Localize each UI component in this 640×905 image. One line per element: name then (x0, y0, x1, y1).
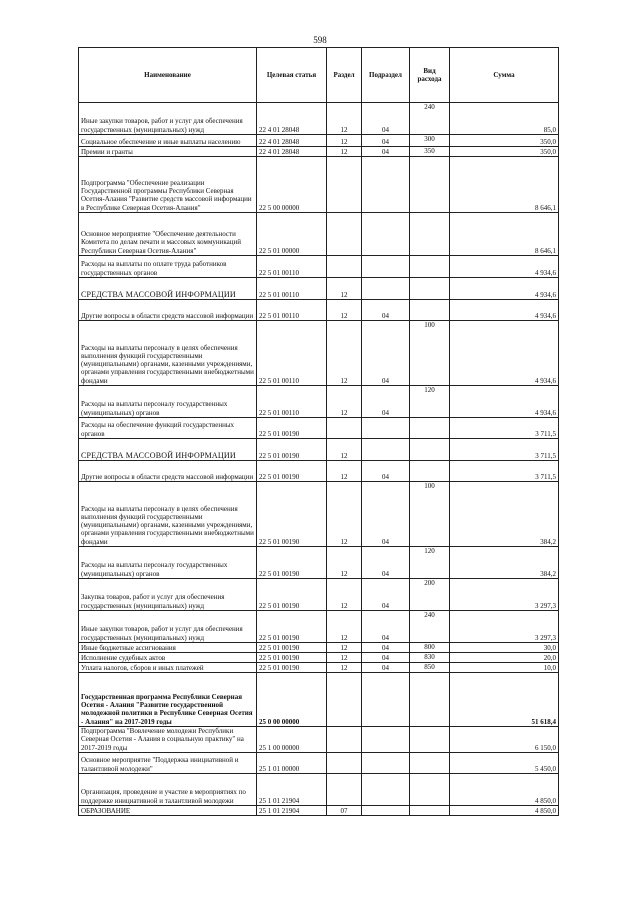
row-section: 12 (327, 135, 362, 147)
row-expense-type (410, 213, 450, 256)
table-row (79, 547, 559, 579)
table-row (79, 103, 559, 135)
row-name: Расходы на выплаты персоналу в целях обеспечения выполнения функций государственными (муниципальными) органами, казенными учреждениями, органами управления государственными внебюджетными фондами (79, 321, 257, 386)
row-article: 22 4 01 28048 (257, 147, 327, 157)
row-name: Иные закупки товаров, работ и услуг для обеспечения государственных (муниципальных) нужд (79, 103, 257, 135)
row-section: 12 (327, 278, 362, 300)
table-row (79, 673, 559, 727)
row-amount: 30,0 (450, 643, 559, 653)
row-article: 25 1 01 21904 (257, 805, 327, 815)
table-row (79, 461, 559, 482)
row-expense-type: 850 (410, 663, 450, 673)
row-expense-type: 350 (410, 147, 450, 157)
header-article: Целевая статья (257, 48, 327, 103)
row-section: 12 (327, 386, 362, 418)
row-section (327, 157, 362, 213)
table-row (79, 300, 559, 321)
row-amount: 8 646,1 (450, 213, 559, 256)
row-expense-type (410, 157, 450, 213)
row-expense-type: 120 (410, 386, 450, 418)
row-subsection: 04 (362, 386, 410, 418)
row-subsection: 04 (362, 579, 410, 611)
row-subsection (362, 727, 410, 753)
row-expense-type (410, 461, 450, 482)
row-section (327, 213, 362, 256)
row-amount: 5 450,0 (450, 752, 559, 773)
row-subsection: 04 (362, 547, 410, 579)
row-article: 25 0 00 00000 (257, 673, 327, 727)
row-amount: 3 297,3 (450, 611, 559, 643)
row-subsection: 04 (362, 300, 410, 321)
row-subsection (362, 418, 410, 439)
row-expense-type (410, 300, 450, 321)
row-expense-type: 300 (410, 135, 450, 147)
row-amount: 4 934,6 (450, 300, 559, 321)
row-name: Другие вопросы в области средств массовой информации (79, 461, 257, 482)
row-section (327, 256, 362, 278)
row-expense-type (410, 805, 450, 815)
row-subsection: 04 (362, 461, 410, 482)
row-subsection (362, 213, 410, 256)
table-row (79, 482, 559, 547)
header-expense-type: Вид расхода (410, 48, 450, 103)
row-subsection: 04 (362, 321, 410, 386)
table-row (79, 213, 559, 256)
row-article: 22 5 01 00190 (257, 643, 327, 653)
row-name: Расходы на выплаты по оплате труда работников государственных органов (79, 256, 257, 278)
table-row (79, 663, 559, 673)
row-article: 22 5 01 00110 (257, 386, 327, 418)
table-row (79, 439, 559, 461)
row-expense-type (410, 752, 450, 773)
row-subsection (362, 805, 410, 815)
row-article: 25 1 01 00000 (257, 752, 327, 773)
table-row (79, 579, 559, 611)
row-name: Подпрограмма "Вовлечение молодежи Республики Северная Осетия - Алания в социальную практику" на 2017-2019 годы (79, 727, 257, 753)
row-amount: 4 934,6 (450, 256, 559, 278)
row-name: Расходы на выплаты персоналу государственных (муниципальных) органов (79, 386, 257, 418)
row-name: Другие вопросы в области средств массовой информации (79, 300, 257, 321)
table-row (79, 727, 559, 753)
row-section: 12 (327, 579, 362, 611)
row-name: СРЕДСТВА МАССОВОЙ ИНФОРМАЦИИ (79, 439, 257, 461)
row-subsection: 04 (362, 135, 410, 147)
row-section (327, 773, 362, 805)
row-name: Основное мероприятие "Обеспечение деятельности Комитета по делам печати и массовых коммуникаций Республики Северная Осетия-Алания" (79, 213, 257, 256)
row-subsection (362, 439, 410, 461)
row-subsection (362, 752, 410, 773)
row-name: Подпрограмма "Обеспечение реализации Государственной программы Республики Северная Осетия-Алания "Развитие средств массовой информации в Республике Северная Осетия-Алания" (79, 157, 257, 213)
budget-table (78, 47, 559, 816)
row-expense-type: 240 (410, 103, 450, 135)
row-name: Государственная программа Республики Северная Осетия - Алания "Развитие государственной молодежной политики в Республике Северная Осетия - Алания" на 2017-2019 годы (79, 673, 257, 727)
row-section: 12 (327, 547, 362, 579)
header-name: Наименование (79, 48, 257, 103)
table-row (79, 773, 559, 805)
row-subsection (362, 157, 410, 213)
row-expense-type (410, 439, 450, 461)
row-subsection: 04 (362, 653, 410, 663)
row-name: Организация, проведение и участие в мероприятиях по поддержке инициативной и талантливой молодежи (79, 773, 257, 805)
table-body (79, 103, 559, 816)
row-article: 25 1 01 21904 (257, 773, 327, 805)
row-name: Иные бюджетные ассигнования (79, 643, 257, 653)
row-name: Социальное обеспечение и иные выплаты населению (79, 135, 257, 147)
row-article: 22 5 01 00190 (257, 579, 327, 611)
row-article: 22 4 01 28048 (257, 103, 327, 135)
row-expense-type: 100 (410, 321, 450, 386)
row-section: 07 (327, 805, 362, 815)
row-article: 22 5 01 00190 (257, 461, 327, 482)
table-row (79, 752, 559, 773)
row-article: 22 5 01 00190 (257, 547, 327, 579)
row-amount: 4 850,0 (450, 773, 559, 805)
row-section: 12 (327, 643, 362, 653)
row-amount: 10,0 (450, 663, 559, 673)
row-amount: 384,2 (450, 547, 559, 579)
row-amount: 4 934,6 (450, 321, 559, 386)
row-amount: 8 646,1 (450, 157, 559, 213)
row-amount: 4 934,6 (450, 386, 559, 418)
row-expense-type: 830 (410, 653, 450, 663)
table-row (79, 643, 559, 653)
row-amount: 4 850,0 (450, 805, 559, 815)
row-name: Расходы на выплаты персоналу государственных (муниципальных) органов (79, 547, 257, 579)
row-name: СРЕДСТВА МАССОВОЙ ИНФОРМАЦИИ (79, 278, 257, 300)
row-subsection: 04 (362, 103, 410, 135)
row-amount: 3 711,5 (450, 418, 559, 439)
row-section (327, 418, 362, 439)
row-article: 22 5 01 00000 (257, 213, 327, 256)
header-amount: Сумма (450, 48, 559, 103)
row-name: Уплата налогов, сборов и иных платежей (79, 663, 257, 673)
row-subsection: 04 (362, 663, 410, 673)
table-row (79, 256, 559, 278)
row-expense-type (410, 256, 450, 278)
row-expense-type: 240 (410, 611, 450, 643)
row-name: ОБРАЗОВАНИЕ (79, 805, 257, 815)
row-expense-type (410, 278, 450, 300)
row-expense-type (410, 673, 450, 727)
row-name: Иные закупки товаров, работ и услуг для обеспечения государственных (муниципальных) нужд (79, 611, 257, 643)
row-section: 12 (327, 611, 362, 643)
row-subsection (362, 773, 410, 805)
row-expense-type: 200 (410, 579, 450, 611)
table-row (79, 278, 559, 300)
page-number: 598 (313, 35, 327, 45)
row-article: 22 5 00 00000 (257, 157, 327, 213)
table-header-row (79, 48, 559, 103)
row-article: 22 5 01 00190 (257, 611, 327, 643)
table-row (79, 321, 559, 386)
table-row (79, 805, 559, 815)
row-section (327, 673, 362, 727)
row-subsection: 04 (362, 482, 410, 547)
row-name: Расходы на обеспечение функций государственных органов (79, 418, 257, 439)
row-section (327, 752, 362, 773)
row-subsection (362, 673, 410, 727)
row-section: 12 (327, 439, 362, 461)
row-expense-type (410, 418, 450, 439)
row-expense-type (410, 727, 450, 753)
row-section: 12 (327, 300, 362, 321)
row-article: 22 5 01 00190 (257, 439, 327, 461)
row-section: 12 (327, 653, 362, 663)
row-section: 12 (327, 461, 362, 482)
row-name: Исполнение судебных актов (79, 653, 257, 663)
row-subsection (362, 256, 410, 278)
row-amount: 384,2 (450, 482, 559, 547)
row-amount: 6 150,0 (450, 727, 559, 753)
header-subsection: Подраздел (362, 48, 410, 103)
row-amount: 3 711,5 (450, 439, 559, 461)
row-section: 12 (327, 321, 362, 386)
row-article: 22 5 01 00190 (257, 482, 327, 547)
row-amount: 51 618,4 (450, 673, 559, 727)
table-row (79, 147, 559, 157)
header-section: Раздел (327, 48, 362, 103)
row-amount: 4 934,6 (450, 278, 559, 300)
row-section: 12 (327, 103, 362, 135)
row-amount: 3 711,5 (450, 461, 559, 482)
row-section: 12 (327, 147, 362, 157)
row-section: 12 (327, 663, 362, 673)
row-article: 25 1 00 00000 (257, 727, 327, 753)
row-expense-type: 120 (410, 547, 450, 579)
table-row (79, 386, 559, 418)
table-row (79, 157, 559, 213)
row-amount: 20,0 (450, 653, 559, 663)
row-expense-type (410, 773, 450, 805)
table-row (79, 135, 559, 147)
row-section (327, 727, 362, 753)
row-subsection: 04 (362, 643, 410, 653)
row-expense-type: 100 (410, 482, 450, 547)
row-article: 22 5 01 00190 (257, 418, 327, 439)
row-article: 22 5 01 00190 (257, 663, 327, 673)
row-subsection (362, 278, 410, 300)
row-name: Основное мероприятие "Поддержка инициативной и талантливой молодежи" (79, 752, 257, 773)
row-expense-type: 800 (410, 643, 450, 653)
row-article: 22 5 01 00190 (257, 653, 327, 663)
row-article: 22 5 01 00110 (257, 300, 327, 321)
table-row (79, 418, 559, 439)
row-article: 22 5 01 00110 (257, 278, 327, 300)
row-name: Премии и гранты (79, 147, 257, 157)
row-amount: 350,0 (450, 147, 559, 157)
row-name: Закупка товаров, работ и услуг для обеспечения государственных (муниципальных) нужд (79, 579, 257, 611)
row-subsection: 04 (362, 147, 410, 157)
row-article: 22 5 01 00110 (257, 256, 327, 278)
row-amount: 3 297,3 (450, 579, 559, 611)
row-name: Расходы на выплаты персоналу в целях обеспечения выполнения функций государственными (муниципальными) органами, казенными учреждениями, органами управления государственными внебюджетными фондами (79, 482, 257, 547)
row-article: 22 4 01 28048 (257, 135, 327, 147)
row-amount: 85,0 (450, 103, 559, 135)
row-article: 22 5 01 00110 (257, 321, 327, 386)
row-subsection: 04 (362, 611, 410, 643)
table-row (79, 611, 559, 643)
row-amount: 350,0 (450, 135, 559, 147)
row-section: 12 (327, 482, 362, 547)
table-row (79, 653, 559, 663)
